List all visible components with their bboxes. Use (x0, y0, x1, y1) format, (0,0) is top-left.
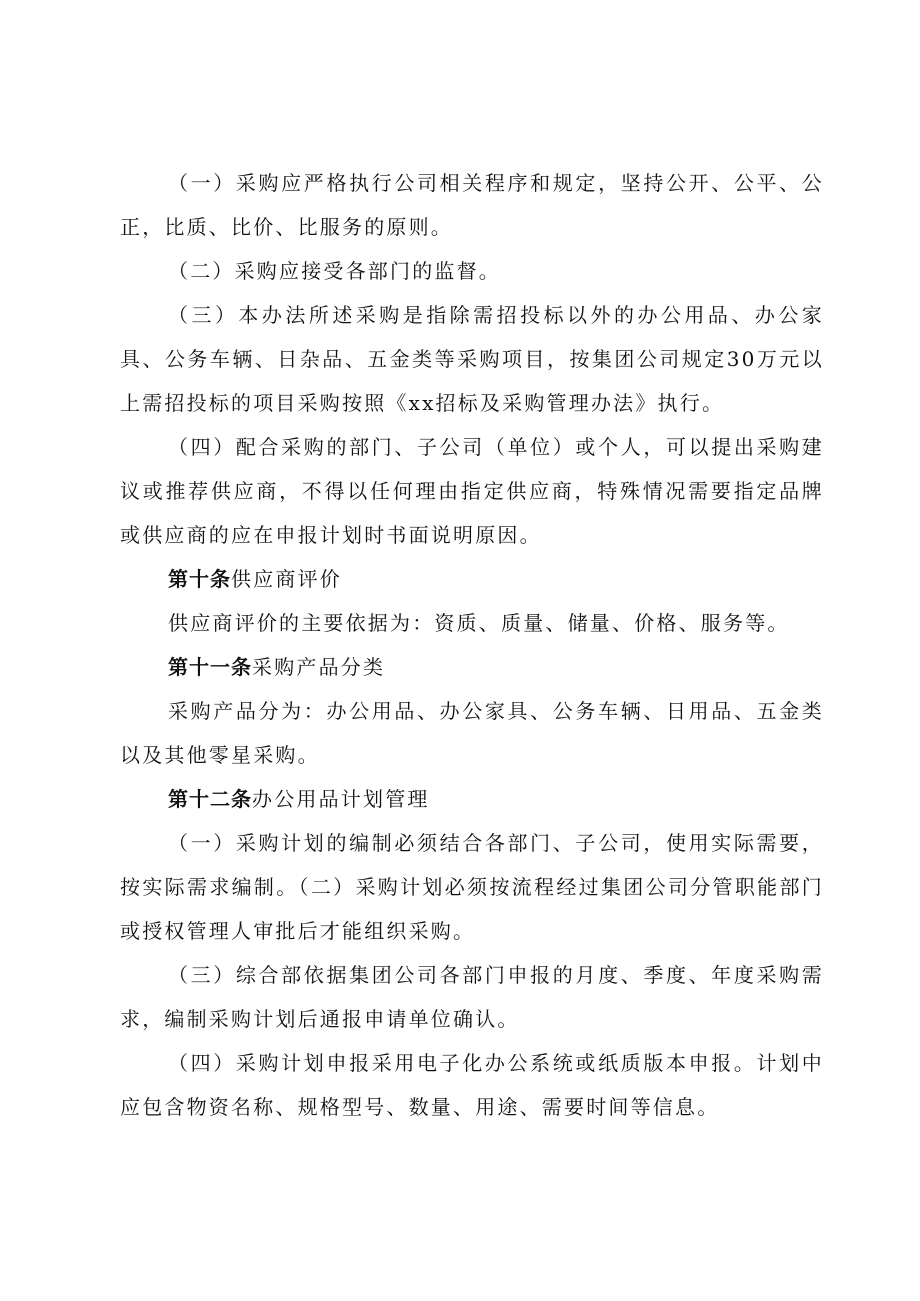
article-12-heading (120, 777, 824, 821)
article-12-number: 第十二条 (168, 787, 252, 811)
article-11-title: 采购产品分类 (252, 655, 386, 679)
paragraph-principles: （一）采购应严格执行公司相关程序和规定，坚持公开、公平、公正，比质、比价、比服务的原则。 (120, 171, 824, 239)
document-page (120, 161, 824, 1129)
article-10-heading (120, 557, 824, 601)
article-11-heading (120, 645, 824, 689)
article-11-body: 采购产品分为：办公用品、办公家具、公务车辆、日用品、五金类以及其他零星采购。 (120, 699, 824, 767)
article-10-number: 第十条 (168, 567, 231, 591)
paragraph-scope: （三）本办法所述采购是指除需招投标以外的办公用品、办公家具、公务车辆、日杂品、五金类等采购项目，按集团公司规定30万元以上需招投标的项目采购按照《xx招标及采购管理办法》执行。 (120, 303, 824, 415)
article-12-paragraph-submission: （四）采购计划申报采用电子化办公系统或纸质版本申报。计划中应包含物资名称、规格型号、数量、用途、需要时间等信息。 (120, 1051, 824, 1119)
paragraph-recommendation: （四）配合采购的部门、子公司（单位）或个人，可以提出采购建议或推荐供应商，不得以任何理由指定供应商，特殊情况需要指定品牌或供应商的应在申报计划时书面说明原因。 (120, 435, 824, 547)
article-12-title: 办公用品计划管理 (252, 787, 430, 811)
article-12-paragraph-plan: （一）采购计划的编制必须结合各部门、子公司，使用实际需要，按实际需求编制。（二）采购计划必须按流程经过集团公司分管职能部门或授权管理人审批后才能组织采购。 (120, 831, 824, 943)
article-10-title: 供应商评价 (231, 567, 342, 591)
article-11-number: 第十一条 (168, 655, 252, 679)
article-10-body: 供应商评价的主要依据为：资质、质量、储量、价格、服务等。 (168, 611, 790, 635)
paragraph-supervision: （二）采购应接受各部门的监督。 (168, 259, 501, 283)
article-12-paragraph-confirm: （三）综合部依据集团公司各部门申报的月度、季度、年度采购需求，编制采购计划后通报申请单位确认。 (120, 963, 824, 1031)
